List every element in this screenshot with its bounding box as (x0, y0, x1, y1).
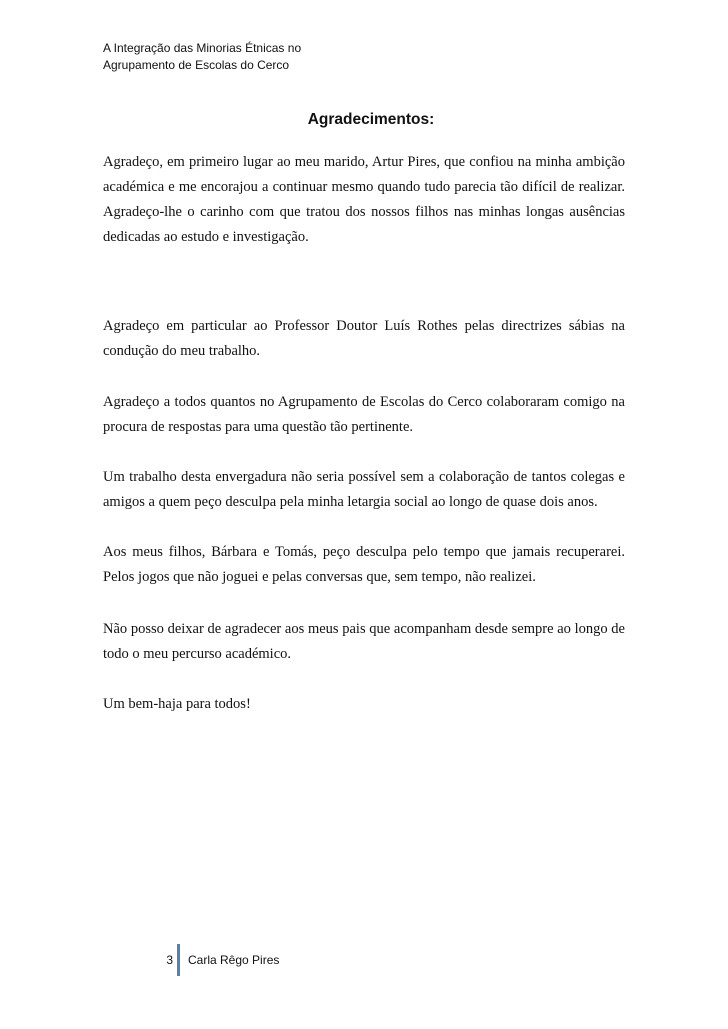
footer-divider (177, 944, 180, 976)
paragraph-school: Agradeço a todos quantos no Agrupamento de Escolas do Cerco colaboraram comigo na procura de respostas para uma questão tão pertinente. (103, 394, 625, 435)
paragraph-supervisor: Agradeço em particular ao Professor Doutor Luís Rothes pelas directrizes sábias na condução do meu trabalho. (103, 318, 625, 359)
paragraph-closing: Um bem-haja para todos! (103, 696, 251, 712)
footer-author: Carla Rêgo Pires (188, 953, 280, 967)
paragraph-colleagues: Um trabalho desta envergadura não seria possível sem a colaboração de tantos colegas e amigos a quem peço desculpa pela minha letargia social ao longo de quase dois anos. (103, 469, 625, 510)
paragraph-husband: Agradeço, em primeiro lugar ao meu marido, Artur Pires, que confiou na minha ambição académica e me encorajou a continuar mesmo quando tudo parecia tão difícil de realizar. Agradeço-lhe o carinho com que tratou dos nossos filhos nas minhas longas ausências dedicadas ao estudo e investigação. (103, 154, 625, 245)
page-title: Agradecimentos: (307, 111, 435, 128)
paragraph-children: Aos meus filhos, Bárbara e Tomás, peço desculpa pelo tempo que jamais recuperarei. Pelos jogos que não joguei e pelas conversas que, sem tempo, não realizei. (103, 544, 625, 585)
paragraph-parents: Não posso deixar de agradecer aos meus pais que acompanham desde sempre ao longo de todo o meu percurso académico. (103, 621, 625, 662)
running-header (103, 40, 301, 74)
header-line-2: Agrupamento de Escolas do Cerco (103, 58, 290, 72)
header-line-1: A Integração das Minorias Étnicas no (103, 41, 302, 55)
page-number: 3 (166, 953, 173, 967)
